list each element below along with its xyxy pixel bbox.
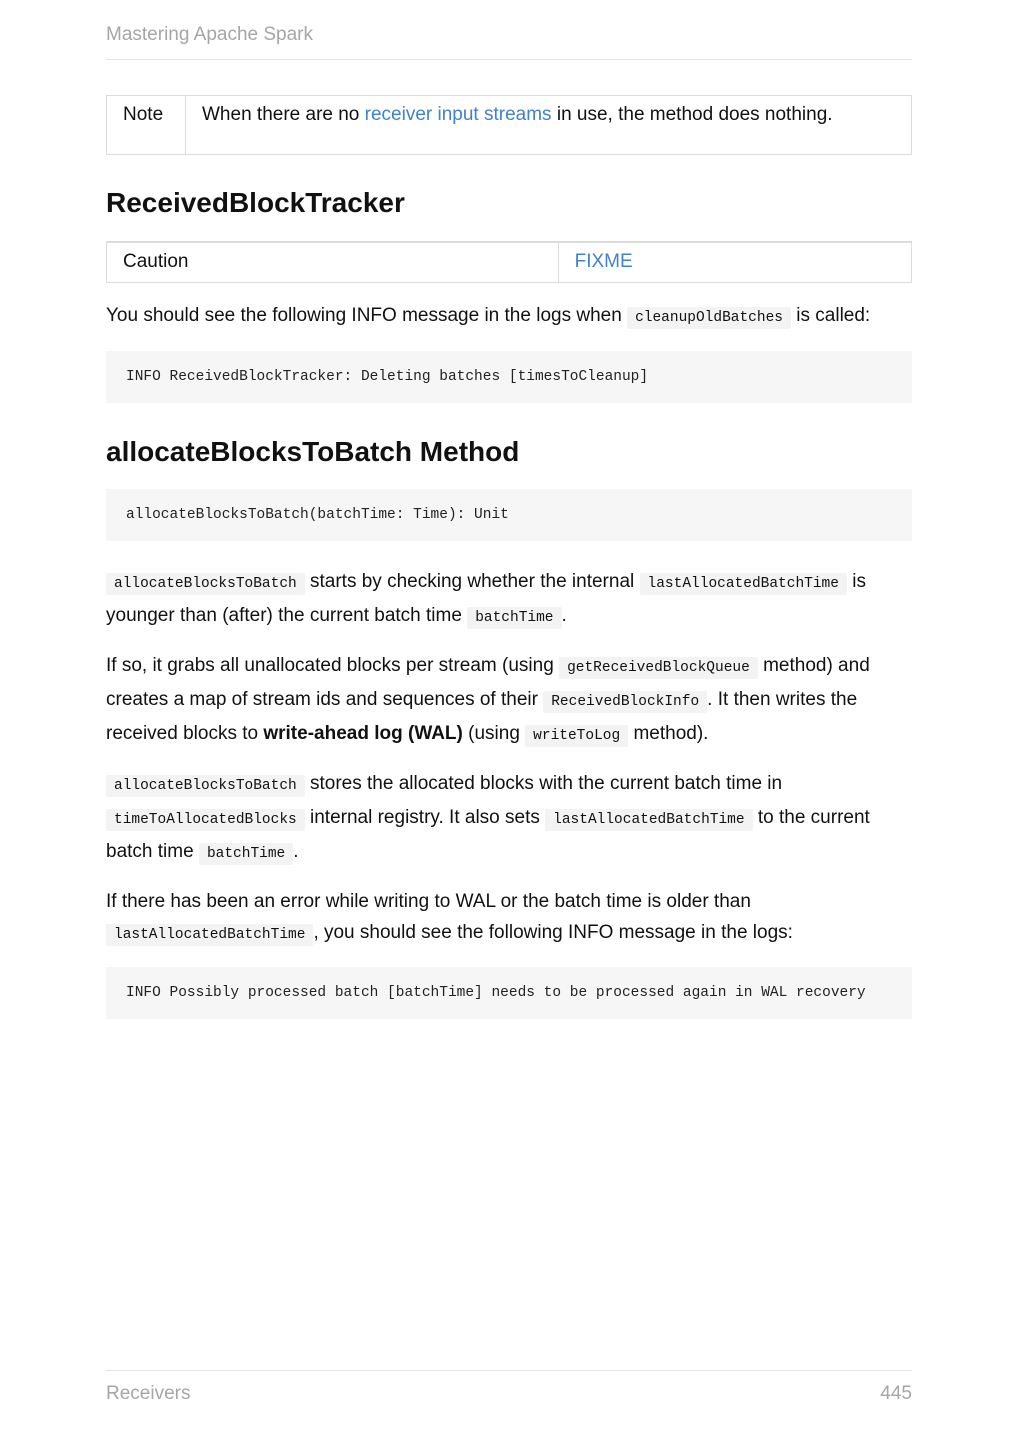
heading-received-block-tracker: ReceivedBlockTracker (106, 187, 405, 218)
text: , you should see the following INFO message in the logs: (313, 922, 793, 944)
code-block-cleanup-log: INFO ReceivedBlockTracker: Deleting batches [timesToCleanup] (106, 351, 912, 403)
footer-chapter: Receivers (106, 1383, 191, 1404)
paragraph-4 (106, 886, 912, 951)
text: If there has been an error while writing to WAL or the batch time is older than (106, 891, 751, 913)
note-body (186, 96, 912, 155)
fixme-link[interactable]: FIXME (574, 250, 633, 272)
receiver-input-streams-link[interactable]: receiver input streams (364, 104, 552, 125)
caution-label: Caution (107, 242, 559, 283)
inline-code: allocateBlocksToBatch (106, 573, 305, 595)
code-block-signature: allocateBlocksToBatch(batchTime: Time): Unit (106, 489, 912, 541)
inline-code: batchTime (467, 607, 561, 629)
note-text-after: in use, the method does nothing. (551, 104, 833, 125)
inline-code: lastAllocatedBatchTime (640, 573, 847, 595)
text: starts by checking whether the internal (304, 571, 640, 593)
text: You should see the following INFO message in the logs when (106, 304, 628, 326)
note-text-before: When there are no (202, 104, 365, 125)
bold-wal: write-ahead log (WAL) (263, 723, 463, 745)
running-header: Mastering Apache Spark (106, 24, 912, 60)
text: . It then writes the received blocks to (106, 689, 858, 745)
inline-code: timeToAllocatedBlocks (106, 809, 305, 831)
text: is called: (791, 304, 871, 326)
text: stores the allocated blocks with the current batch time in (304, 773, 783, 795)
inline-code: batchTime (199, 843, 293, 865)
caution-admonition (106, 241, 912, 283)
caution-body (558, 242, 911, 283)
text: method) and creates a map of stream ids and sequences of their (106, 655, 870, 711)
text: (using (462, 723, 526, 745)
text: method). (628, 723, 709, 745)
text: . (293, 841, 299, 863)
code-block-wal-log: INFO Possibly processed batch [batchTime] needs to be processed again in WAL recovery (106, 967, 912, 1019)
page-number: 445 (880, 1383, 912, 1404)
text: . (561, 605, 567, 627)
running-footer (106, 1370, 912, 1405)
paragraph-3 (106, 768, 912, 870)
note-admonition (106, 95, 912, 155)
heading-allocate-blocks-to-batch: allocateBlocksToBatch Method (106, 435, 520, 467)
page-content (106, 95, 912, 1019)
paragraph-1 (106, 566, 912, 634)
text: to the current batch time (106, 807, 870, 863)
inline-code: allocateBlocksToBatch (106, 775, 305, 797)
text: is younger than (after) the current batch time (106, 571, 866, 627)
inline-code: ReceivedBlockInfo (543, 691, 707, 713)
paragraph-2 (106, 650, 912, 752)
paragraph-cleanup-intro (106, 300, 912, 334)
note-label: Note (107, 96, 186, 155)
inline-code: writeToLog (525, 725, 628, 747)
inline-code: getReceivedBlockQueue (559, 657, 758, 679)
text: internal registry. It also sets (304, 807, 546, 829)
inline-code: cleanupOldBatches (627, 307, 791, 329)
inline-code: lastAllocatedBatchTime (106, 924, 313, 946)
text: If so, it grabs all unallocated blocks per stream (using (106, 655, 560, 677)
inline-code: lastAllocatedBatchTime (545, 809, 752, 831)
